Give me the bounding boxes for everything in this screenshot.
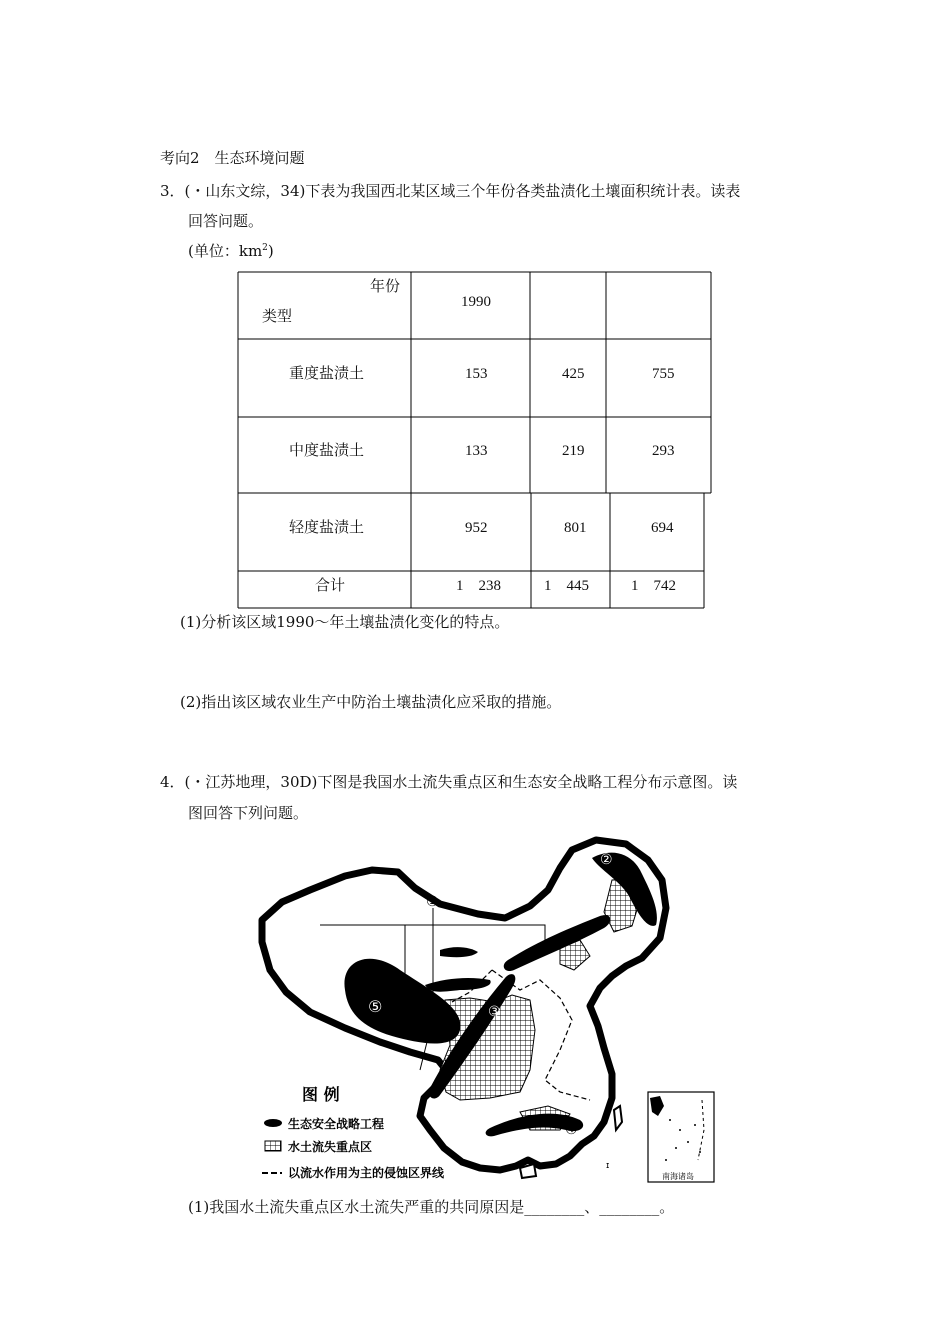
cell-total-1: 1 238	[456, 578, 502, 594]
cell-heavy-2: 425	[562, 366, 585, 382]
cell-medium-2: 219	[562, 443, 585, 459]
year-col-1: 1990	[461, 294, 491, 310]
row-label-total: 合计	[315, 576, 346, 594]
q3-stem-line1: 3．(・山东文综，34)下表为我国西北某区域三个年份各类盐渍化土壤面积统计表。读表	[160, 182, 741, 200]
legend-item-2: 水土流失重点区	[288, 1140, 373, 1154]
map-label-2: ②	[600, 852, 613, 868]
q3-sub2: (2)指出该区域农业生产中防治土壤盐渍化应采取的措施。	[180, 693, 562, 711]
q4-stem-line1: 4．(・江苏地理，30D)下图是我国水土流失重点区和生态安全战略工程分布示意图。读	[160, 773, 738, 791]
inset-label: 南海诸岛	[662, 1172, 694, 1181]
cell-light-2: 801	[564, 520, 587, 536]
row-label-medium: 中度盐渍土	[289, 441, 365, 459]
row-label-light: 轻度盐渍土	[289, 518, 365, 536]
taiwan-island	[614, 1106, 622, 1130]
map-label-4: ④	[565, 1122, 578, 1138]
cell-medium-3: 293	[652, 443, 675, 459]
cell-heavy-3: 755	[652, 366, 675, 382]
legend-black-swatch	[264, 1119, 282, 1127]
map-label-5: ⑤	[368, 997, 383, 1016]
header-type: 类型	[262, 307, 293, 325]
salinization-table	[0, 0, 950, 620]
legend-title: 图 例	[302, 1085, 340, 1104]
q3-unit: (单位：$km^2$)	[188, 242, 274, 260]
header-year: 年份	[370, 277, 401, 295]
section-title: 考向2 生态环境问题	[160, 149, 305, 167]
cell-light-1: 952	[465, 520, 488, 536]
cell-total-2: 1 445	[544, 578, 590, 594]
cell-light-3: 694	[651, 520, 674, 536]
cell-heavy-1: 153	[465, 366, 488, 382]
legend-item-1: 生态安全战略工程	[288, 1117, 385, 1131]
cell-total-3: 1 742	[631, 578, 677, 594]
q4-sub1: (1)我国水土流失重点区水土流失严重的共同原因是________、________。	[188, 1198, 675, 1216]
row-label-heavy: 重度盐渍土	[289, 364, 365, 382]
map-label-3: ③	[488, 1004, 501, 1020]
map-label-1: ①	[426, 894, 439, 910]
legend-item-3: 以流水作用为主的侵蚀区界线	[288, 1166, 445, 1180]
cell-medium-1: 133	[465, 443, 488, 459]
china-erosion-map	[0, 830, 950, 1190]
q3-stem-line2: 回答问题。	[188, 212, 264, 230]
legend-grid-swatch	[265, 1141, 281, 1151]
map-small-mark: ɪ	[606, 1161, 610, 1171]
q4-stem-line2: 图回答下列问题。	[188, 804, 309, 822]
q3-sub1: (1)分析该区域1990～年土壤盐渍化变化的特点。	[180, 613, 510, 631]
